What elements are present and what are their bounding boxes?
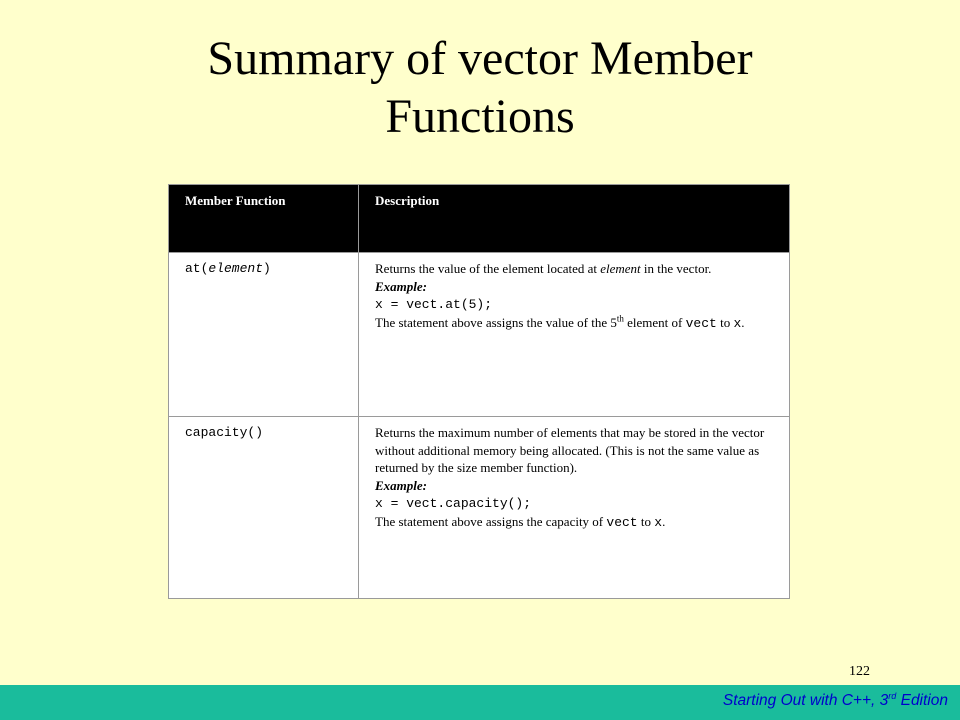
function-cell [169, 417, 359, 599]
book-title: Starting Out with C++, 3rd Edition [722, 690, 948, 709]
page-number: 122 [849, 664, 870, 679]
description-text: Returns the value of the element located at element in the vector. Example: x = vect.at(5); The statement above assigns the value of the 5th element of vect to x. [375, 261, 745, 331]
footer-bar [0, 685, 960, 720]
example-label: Example: [375, 278, 427, 294]
member-function-table [168, 184, 790, 599]
header-description: Description [359, 185, 790, 253]
slide-title-line1: Summary of vector Member [207, 32, 753, 85]
function-name: capacity() [185, 425, 264, 440]
description-text: Returns the maximum number of elements that may be stored in the vector without additional memory being allocated. (This is not the same value as returned by the size member function). Example: x = vect.capacity(); The statement above assigns the capacity of vect to x. [375, 425, 765, 530]
example-label: Example: [375, 477, 427, 493]
table-row [169, 253, 790, 417]
slide-title [0, 30, 960, 146]
table-header-row [169, 185, 790, 253]
description-cell [359, 253, 790, 417]
example-code: x = vect.capacity(); [375, 496, 532, 512]
function-cell [169, 253, 359, 417]
example-code: x = vect.at(5); [375, 297, 493, 313]
header-member-function: Member Function [169, 185, 359, 253]
function-arg: element [208, 261, 264, 276]
slide-title-line2: Functions [385, 90, 575, 143]
element-term: element [600, 261, 641, 276]
function-name: at(element) [185, 261, 271, 276]
description-cell [359, 417, 790, 599]
table-row [169, 417, 790, 599]
